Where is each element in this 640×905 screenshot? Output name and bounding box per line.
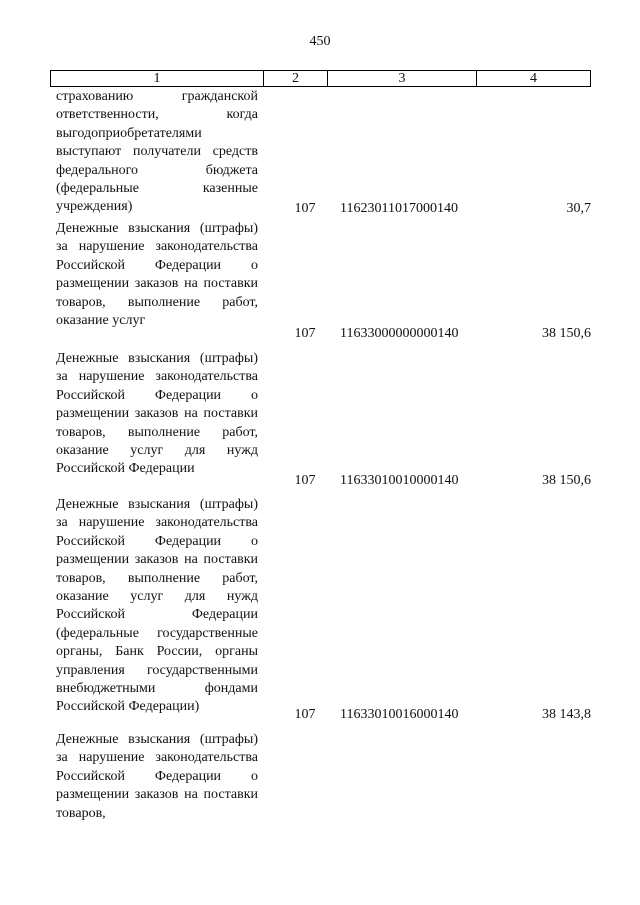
row-kbk: 11633010010000140 [340,472,459,488]
row-amount: 38 150,6 [542,472,591,488]
table-row [0,496,640,724]
header-col-1: 1 [153,71,161,86]
header-col-4: 4 [530,71,537,86]
row-code: 107 [294,200,316,216]
row-description: Денежные взыскания (штрафы) за нарушение законодательства Российской Федерации о размещении заказов на поставки товаров, выполнение работ, оказание услуг для нужд Российской Федерации [56,351,258,477]
row-code: 107 [294,325,316,341]
header-col-3: 3 [398,71,406,86]
row-amount: 38 143,8 [542,706,591,722]
row-kbk: 11633000000000140 [340,325,459,341]
table-row [0,220,640,343]
table-header [50,70,591,87]
page-number: 450 [309,34,331,49]
row-description: Денежные взыскания (штрафы) за нарушение законодательства Российской Федерации о размещении заказов на поставки товаров, выполнение работ, оказание услуг [56,221,258,329]
table-row [0,731,640,831]
table-row [0,350,640,490]
row-amount: 38 150,6 [542,325,591,341]
row-description: Денежные взыскания (штрафы) за нарушение законодательства Российской Федерации о размещении заказов на поставки товаров, [56,732,258,821]
row-description: страхованию гражданской ответственности, когда выгодоприобретателями выступают получатели средств федерального бюджета (федеральные казенные учреждения) [56,89,258,215]
row-amount: 30,7 [566,200,591,216]
row-description: Денежные взыскания (штрафы) за нарушение законодательства Российской Федерации о размещении заказов на поставки товаров, выполнение работ, оказание услуг для нужд Российской Федерации (федеральные государственные органы, Банк России, органы управления государственными внебюджетными фондами Российской Федерации) [56,497,258,715]
row-kbk: 11633010016000140 [340,706,459,722]
row-code: 107 [294,706,316,722]
header-col-2: 2 [292,71,299,86]
table-row [0,88,640,218]
row-kbk: 11623011017000140 [340,200,458,216]
row-code: 107 [294,472,316,488]
